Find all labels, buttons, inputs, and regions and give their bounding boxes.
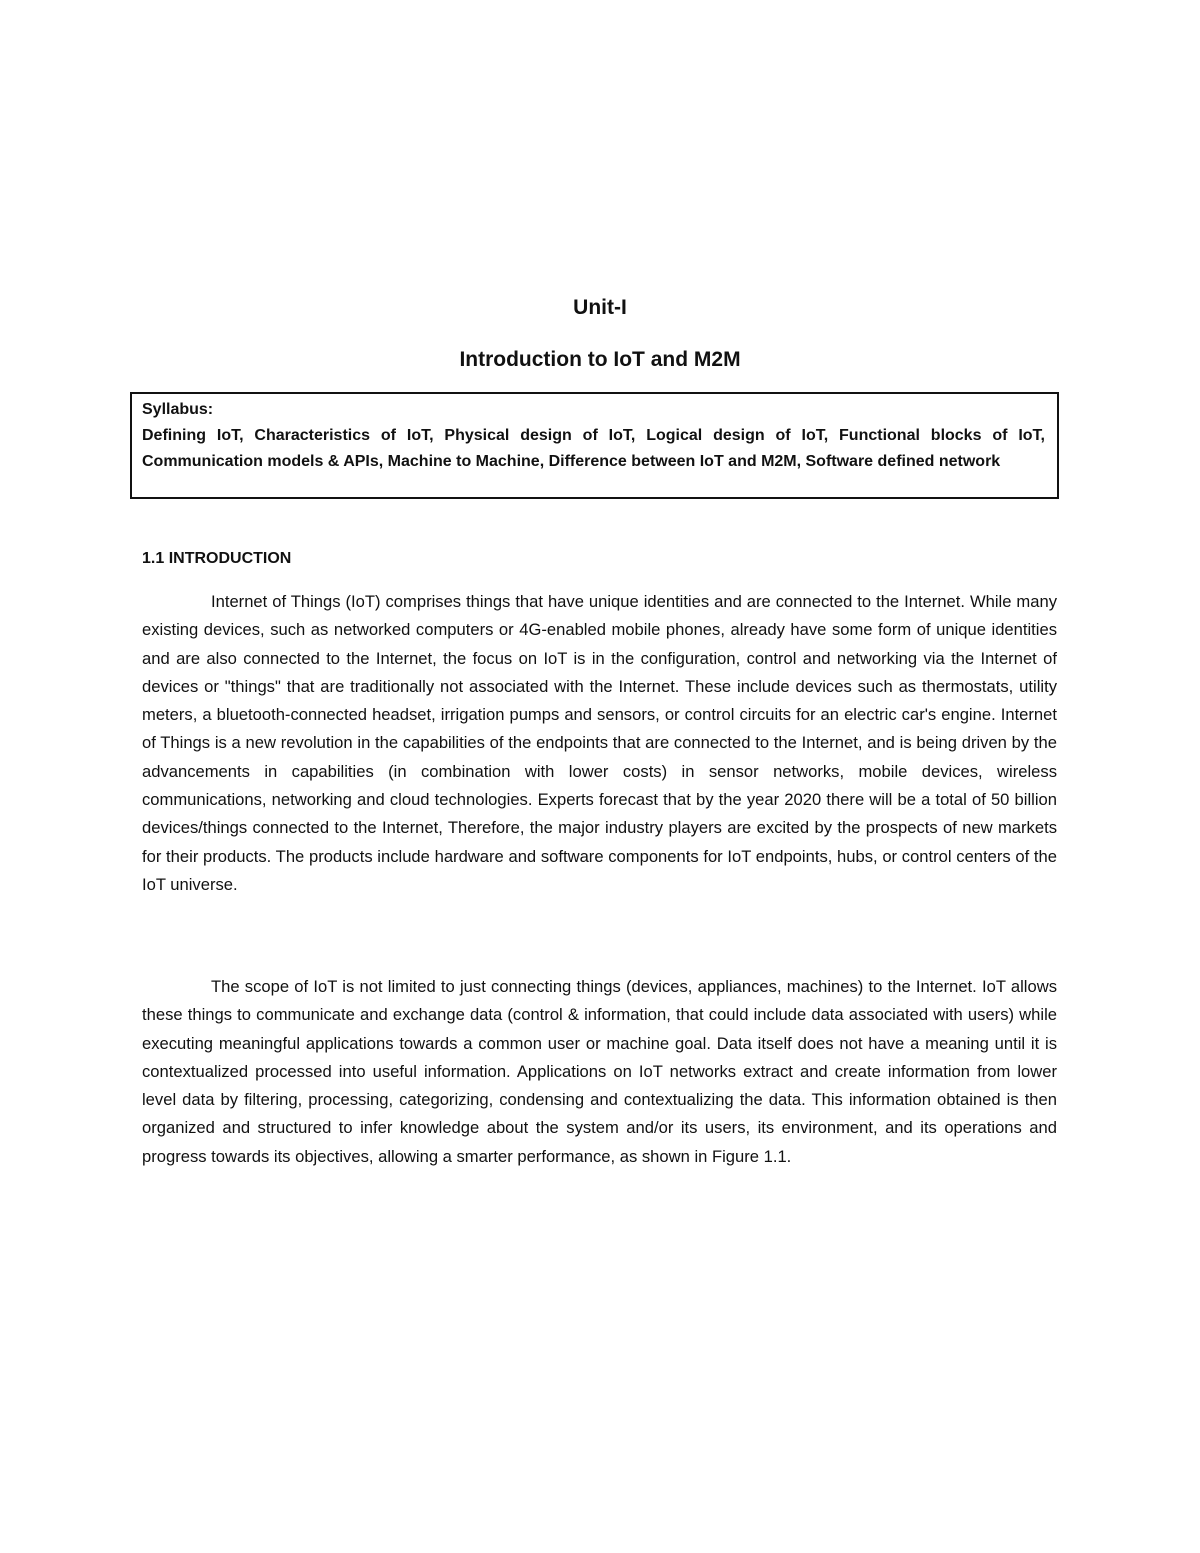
syllabus-text: Defining IoT, Characteristics of IoT, Physical design of IoT, Logical design of IoT, Functional blocks of IoT, Communication models & APIs, Machine to Machine, Difference between IoT and M2M, Software defined network <box>142 427 1045 470</box>
chapter-title: Introduction to IoT and M2M <box>459 348 741 371</box>
unit-title: Unit-I <box>573 296 627 319</box>
syllabus-label: Syllabus: <box>142 401 214 418</box>
section-heading: 1.1 INTRODUCTION <box>142 550 292 567</box>
body-paragraph: The scope of IoT is not limited to just connecting things (devices, appliances, machines) to the Internet. IoT allows these things to communicate and exchange data (control & information, that could include data associated with users) while executing meaningful applications towards a common user or machine goal. Data itself does not have a meaning until it is contextualized processed into useful information. Applications on IoT networks extract and create information from lower level data by filtering, processing, categorizing, condensing and contextualizing the data. This information obtained is then organized and structured to infer knowledge about the system and/or its users, its environment, and its operations and progress towards its objectives, allowing a smarter performance, as shown in Figure 1.1. <box>142 977 1057 1166</box>
syllabus-box <box>130 392 1059 499</box>
body-paragraph: Internet of Things (IoT) comprises things that have unique identities and are connected to the Internet. While many existing devices, such as networked computers or 4G-enabled mobile phones, already have some form of unique identities and are also connected to the Internet, the focus on IoT is in the configuration, control and networking via the Internet of devices or "things" that are traditionally not associated with the Internet. These include devices such as thermostats, utility meters, a bluetooth-connected headset, irrigation pumps and sensors, or control circuits for an electric car's engine. Internet of Things is a new revolution in the capabilities of the endpoints that are connected to the Internet, and is being driven by the advancements in capabilities (in combination with lower costs) in sensor networks, mobile devices, wireless communications, networking and cloud technologies. Experts forecast that by the year 2020 there will be a total of 50 billion devices/things connected to the Internet, Therefore, the major industry players are excited by the prospects of new markets for their products. The products include hardware and software components for IoT endpoints, hubs, or control centers of the IoT universe. <box>142 592 1057 894</box>
